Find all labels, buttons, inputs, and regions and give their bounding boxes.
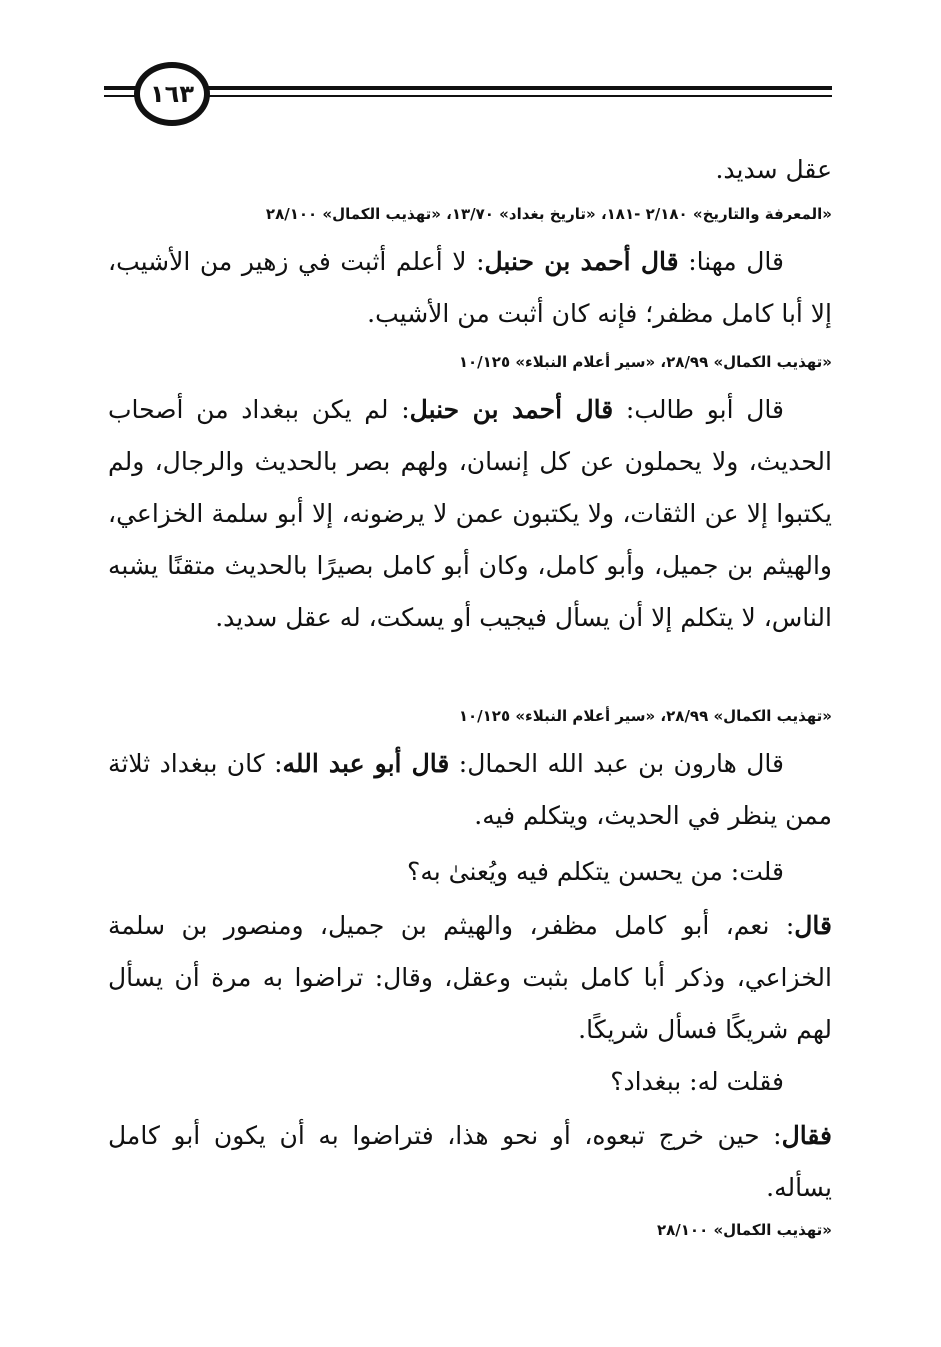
paragraph-rest: : كان ببغداد ثلاثة ممن ينظر في الحديث، ويتكلم فيه. [108,749,832,830]
paragraph [108,738,832,842]
paragraph-bold: قال أحمد بن حنبل [409,395,614,424]
paragraph [108,236,832,340]
paragraph [108,900,832,1056]
paragraph-bold: قال [794,911,832,940]
paragraph-rest: : حين خرج تبعوه، أو نحو هذا، فتراضوا به أن يكون أبو كامل يسأله. [108,1121,832,1202]
citation: «تهذيب الكمال» ٢٨/٩٩، «سير أعلام النبلاء» ١٠/١٢٥ [458,707,832,725]
paragraph [108,1110,832,1214]
paragraph-lead: قال أبو طالب: [613,395,784,424]
paragraph-rest: : لا أعلم أثبت في زهير من الأشيب، إلا أبا كامل مظفر؛ فإنه كان أثبت من الأشيب. [108,247,832,328]
paragraph: عقل سديد. [715,155,832,184]
header-rule-thick [104,86,832,90]
citation: «تهذيب الكمال» ٢٨/١٠٠ [656,1221,832,1239]
paragraph: فقلت له: ببغداد؟ [610,1067,784,1096]
paragraph-bold: فقال [781,1121,832,1150]
paragraph: قلت: من يحسن يتكلم فيه ويُعنىٰ به؟ [407,857,784,886]
paragraph-rest: : نعم، أبو كامل مظفر، والهيثم بن جميل، ومنصور بن سلمة الخزاعي، وذكر أبا كامل بثبت وعقل، وقال: تراضوا به مرة أن يسأل لهم شريكًا فسأل شريكًا. [108,911,832,1044]
paragraph-lead: قال مهنا: [678,247,784,276]
paragraph-rest: : لم يكن ببغداد من أصحاب الحديث، ولا يحملون عن كل إنسان، ولهم بصر بالحديث والرجال، ولم يكتبوا إلا عن الثقات، ولا يكتبون عمن لا يرضونه، إلا أبو سلمة الخزاعي، والهيثم بن جميل، وأبو كامل، وكان أبو كامل بصيرًا بالحديث متقنًا يشبه الناس، لا يتكلم إلا أن يسأل فيجيب أو يسكت، له عقل سديد. [108,395,832,632]
paragraph-bold: قال أبو عبد الله [282,749,450,778]
paragraph [108,384,832,644]
page-number: ١٦٣ [134,62,210,126]
paragraph-lead: قال هارون بن عبد الله الحمال: [449,749,784,778]
header-rule-thin [104,95,832,97]
citation: «تهذيب الكمال» ٢٨/٩٩، «سير أعلام النبلاء» ١٠/١٢٥ [458,353,832,371]
citation: «المعرفة والتاريخ» ٢/١٨٠ -١٨١، «تاريخ بغداد» ١٣/٧٠، «تهذيب الكمال» ٢٨/١٠٠ [265,205,832,223]
paragraph-bold: قال أحمد بن حنبل [484,247,679,276]
page-header [104,62,832,126]
